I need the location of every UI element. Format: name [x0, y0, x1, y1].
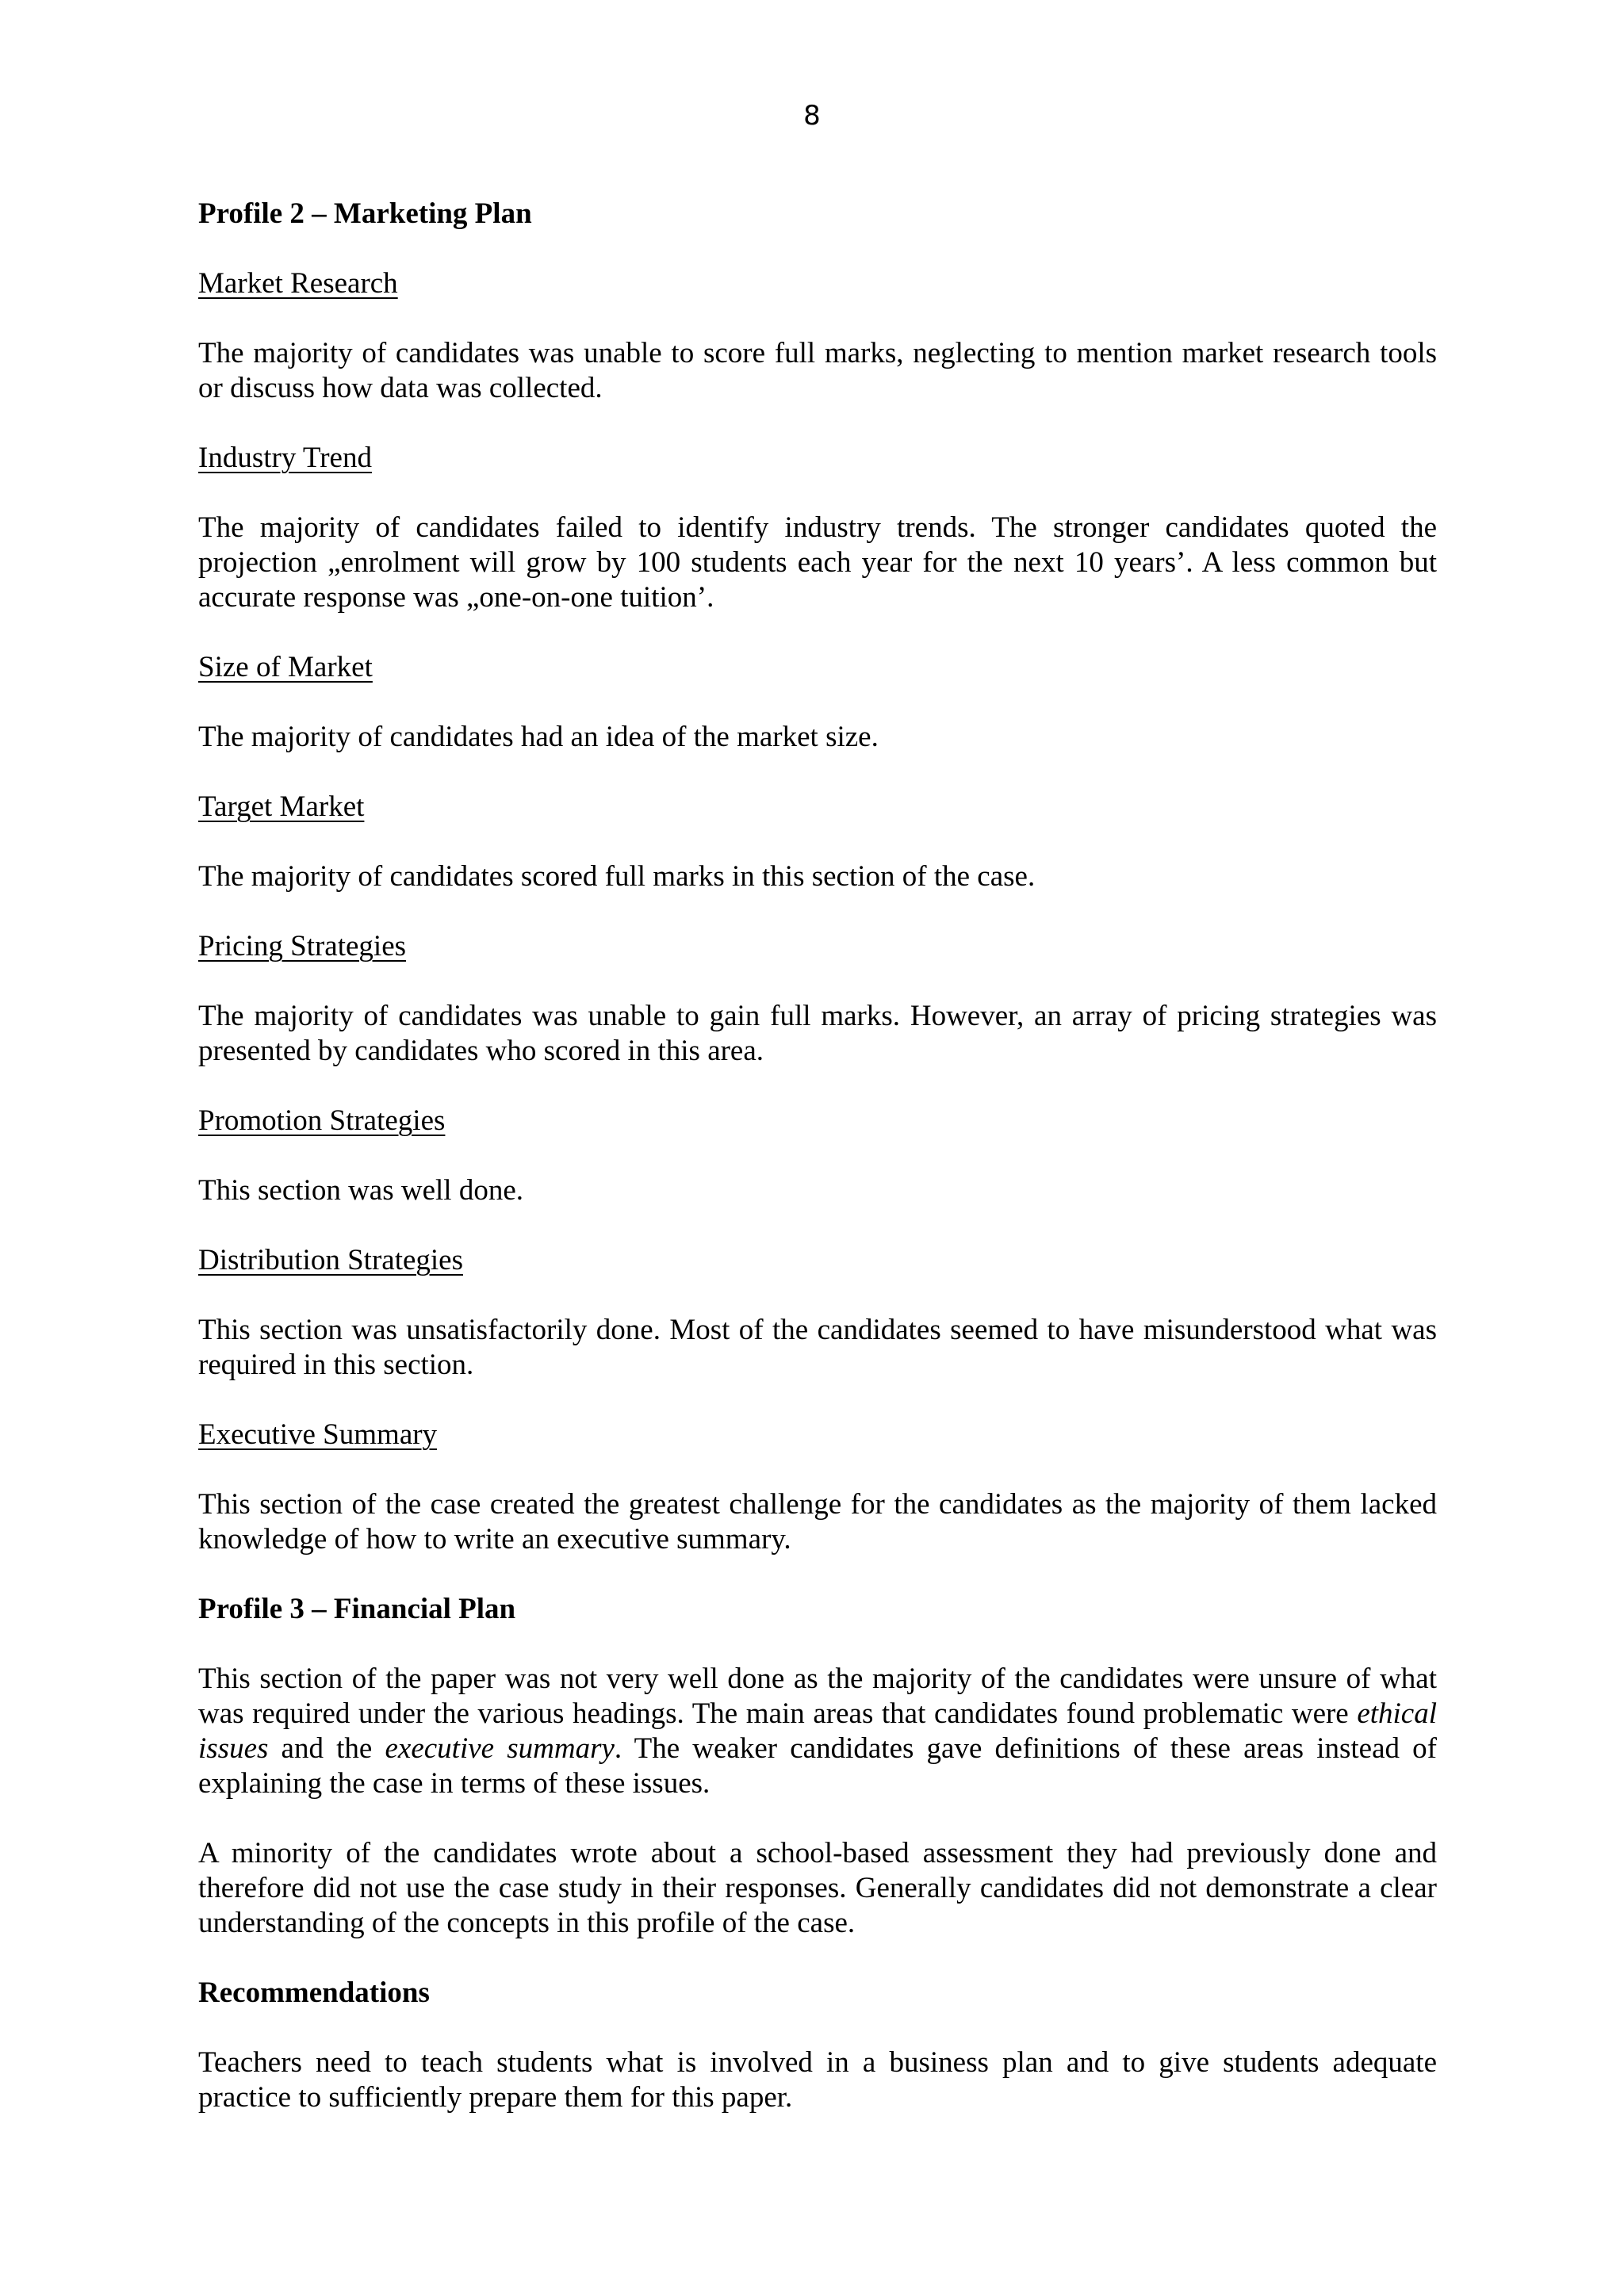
recommendations-heading: Recommendations [198, 1976, 430, 2009]
section-text-market-research: The majority of candidates was unable to score full marks, neglecting to mention market research tools or discuss how data was collected. [198, 337, 1437, 404]
section-heading-pricing-strategies: Pricing Strategies [198, 930, 407, 962]
profile-2-heading: Profile 2 – Marketing Plan [198, 197, 532, 230]
profile-3-paragraph-1 [198, 1662, 1437, 1801]
section-heading-market-research: Market Research [198, 267, 398, 300]
section-heading-executive-summary: Executive Summary [198, 1418, 438, 1451]
recommendations-text: Teachers need to teach students what is involved in a business plan and to give students adequate practice to sufficiently prepare them for this paper. [198, 2046, 1437, 2114]
section-heading-distribution-strategies: Distribution Strategies [198, 1244, 463, 1276]
profile-3-heading: Profile 3 – Financial Plan [198, 1593, 516, 1625]
section-text-pricing-strategies: The majority of candidates was unable to gain full marks. However, an array of pricing strategies was presented by candidates who scored in this area. [198, 1000, 1437, 1067]
section-heading-size-of-market: Size of Market [198, 651, 373, 683]
document-body [198, 197, 1437, 2115]
section-text-promotion-strategies: This section was well done. [198, 1174, 523, 1207]
profile-3-paragraph-1-part-3: . The weaker candidates gave definitions of these areas instead of explaining the case in terms of these issues. [198, 1732, 1437, 1800]
section-text-size-of-market: The majority of candidates had an idea of the market size. [198, 721, 879, 753]
section-heading-industry-trend: Industry Trend [198, 442, 372, 474]
section-heading-target-market: Target Market [198, 790, 365, 823]
section-text-industry-trend: The majority of candidates failed to identify industry trends. The stronger candidates quoted the projection „enrolment will grow by 100 students each year for the next 10 years’. A less common but accurate response was „one-on-one tuition’. [198, 511, 1437, 614]
section-text-distribution-strategies: This section was unsatisfactorily done. Most of the candidates seemed to have misunderstood what was required in this section. [198, 1314, 1437, 1381]
profile-3-paragraph-2: A minority of the candidates wrote about a school-based assessment they had previously done and therefore did not use the case study in their responses. Generally candidates did not demonstrate a clear understanding of the concepts in this profile of the case. [198, 1837, 1437, 1939]
ethical-issues-term: ethical issues [198, 1697, 1437, 1765]
profile-3-paragraph-1-part-1: This section of the paper was not very well done as the majority of the candidates were unsure of what was required under the various headings. The main areas that candidates found problematic were [198, 1663, 1437, 1730]
page-number: 8 [803, 100, 821, 132]
section-text-executive-summary: This section of the case created the greatest challenge for the candidates as the majority of them lacked knowledge of how to write an executive summary. [198, 1488, 1437, 1556]
section-heading-promotion-strategies: Promotion Strategies [198, 1104, 446, 1137]
section-text-target-market: The majority of candidates scored full marks in this section of the case. [198, 860, 1036, 893]
executive-summary-term: executive summary [385, 1732, 615, 1765]
profile-3-paragraph-1-part-2: and the [268, 1732, 385, 1765]
